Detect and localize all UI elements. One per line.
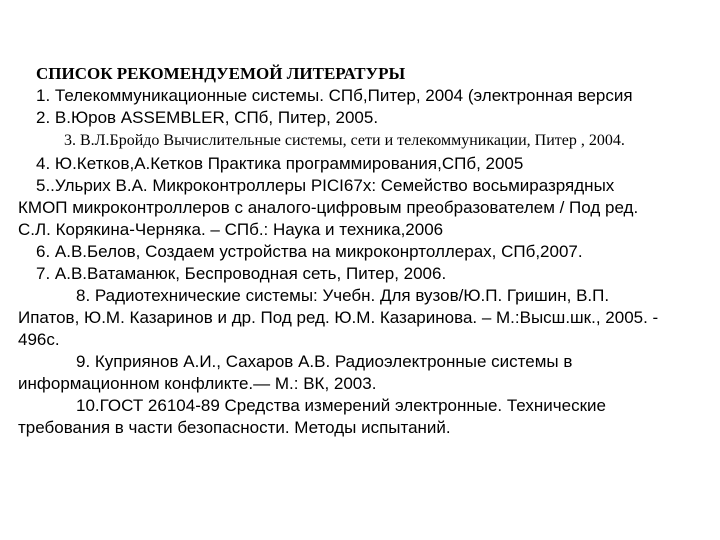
reference-line-8: 8. Радиотехнические системы: Учебн. Для вузов/Ю.П. Гришин, В.П. [76,286,610,305]
reference-line-5-continued-a: КМОП микроконтроллеров с аналого-цифровым преобразователем / Под ред. [18,198,639,217]
reference-line-10-continued: требования в части безопасности. Методы испытаний. [18,418,451,437]
reference-line-5: 5..Ульрих В.А. Микроконтроллеры PICI67x: Семейство восьмиразрядных [36,176,615,195]
reference-line-2: 2. В.Юров ASSEMBLER, СПб, Питер, 2005. [36,108,379,127]
reference-line-9-continued: информационном конфликте.— М.: ВК, 2003. [18,374,377,393]
reference-line-10: 10.ГОСТ 26104-89 Средства измерений электронные. Технические [76,396,606,415]
reference-line-1: 1. Телекоммуникационные системы. СПб,Питер, 2004 (электронная версия [36,86,633,105]
reference-line-4: 4. Ю.Кетков,А.Кетков Практика программирования,СПб, 2005 [36,154,524,173]
page-title: СПИСОК РЕКОМЕНДУЕМОЙ ЛИТЕРАТУРЫ [36,64,406,83]
reference-line-9: 9. Куприянов А.И., Сахаров А.В. Радиоэлектронные системы в [76,352,573,371]
reference-line-8-continued-a: Ипатов, Ю.М. Казаринов и др. Под ред. Ю.М. Казаринова. – М.:Высш.шк., 2005. - [18,308,659,327]
reference-line-5-continued-b: С.Л. Корякина-Черняка. – СПб.: Наука и техника,2006 [18,220,444,239]
reference-line-8-continued-b: 496с. [18,330,60,349]
reference-line-6: 6. А.В.Белов, Создаем устройства на микроконртоллерах, СПб,2007. [36,242,583,261]
reference-line-3: 3. В.Л.Бройдо Вычислительные системы, сети и телекоммуникации, Питер , 2004. [64,132,625,149]
reference-line-7: 7. А.В.Ватаманюк, Беспроводная сеть, Питер, 2006. [36,264,447,283]
